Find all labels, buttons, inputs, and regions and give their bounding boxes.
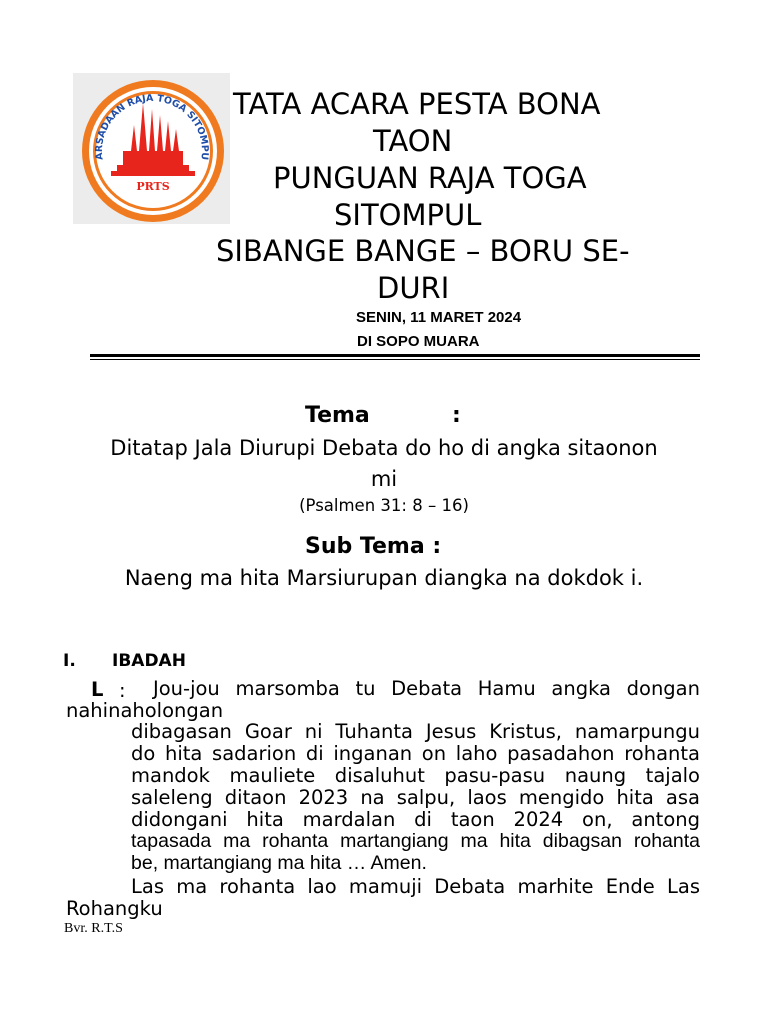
header-divider-thin [90, 359, 700, 360]
sub-tema-text: Naeng ma hita Marsiurupan diangka na dokdok i. [124, 566, 644, 590]
body-line: saleleng ditaon 2023 na salpu, laos mengido hita asa [131, 786, 700, 809]
title-line-1: TATA ACARA PESTA BONA [233, 87, 601, 121]
logo [73, 73, 230, 224]
tema-label: Tema [305, 403, 370, 428]
body-line: dibagasan Goar ni Tuhanta Jesus Kristus, namarpungu [131, 720, 700, 743]
footer-note: Bvr. R.T.S [64, 921, 123, 936]
sub-tema-label: Sub Tema : [305, 534, 442, 559]
logo-ring-text: ARSADAAN RAJA TOGA SITOMPU [93, 92, 211, 161]
event-place: DI SOPO MUARA [357, 333, 480, 350]
tema-text-line1: Ditatap Jala Diurupi Debata do ho di angka sitaonon [110, 436, 658, 460]
speaker-label: L [91, 678, 104, 701]
prts-logo-emblem [73, 73, 230, 224]
body-line: nahinaholongan [66, 699, 224, 722]
title-line-5: SIBANGE BANGE – BORU SE- [216, 234, 630, 268]
title-line-2: TAON [373, 124, 453, 158]
body-line: be, martangiang ma hita … Amen. [131, 852, 427, 874]
title-line-4: SITOMPUL [334, 198, 482, 232]
title-line-6: DURI [377, 271, 450, 305]
section-title: IBADAH [112, 651, 186, 671]
body-line: mandok mauliete disaluhut pasu-pasu naung tajalo [131, 764, 700, 787]
section-number: I. [63, 651, 76, 671]
speaker-separator: : [119, 679, 126, 702]
title-line-3: PUNGUAN RAJA TOGA [273, 161, 587, 195]
header-divider [90, 354, 700, 357]
logo-badge: PRTS [136, 180, 170, 193]
body-line: Jou-jou marsomba tu Debata Hamu angka dongan [153, 677, 700, 700]
body-line: didongani hita mardalan di taon 2024 on, antong [131, 808, 700, 831]
event-date: SENIN, 11 MARET 2024 [356, 309, 522, 326]
body-line: Las ma rohanta lao mamuji Debata marhite Ende Las [131, 875, 700, 898]
body-line: do hita sadarion di inganan on laho pasadahon rohanta [131, 742, 700, 765]
tema-reference: (Psalmen 31: 8 – 16) [299, 496, 469, 515]
body-line: Rohangku [66, 897, 163, 920]
tema-colon: : [452, 403, 461, 428]
tema-text-line2: mi [370, 467, 398, 491]
body-line: tapasada ma rohanta martangiang ma hita dibagsan rohanta [131, 830, 700, 852]
